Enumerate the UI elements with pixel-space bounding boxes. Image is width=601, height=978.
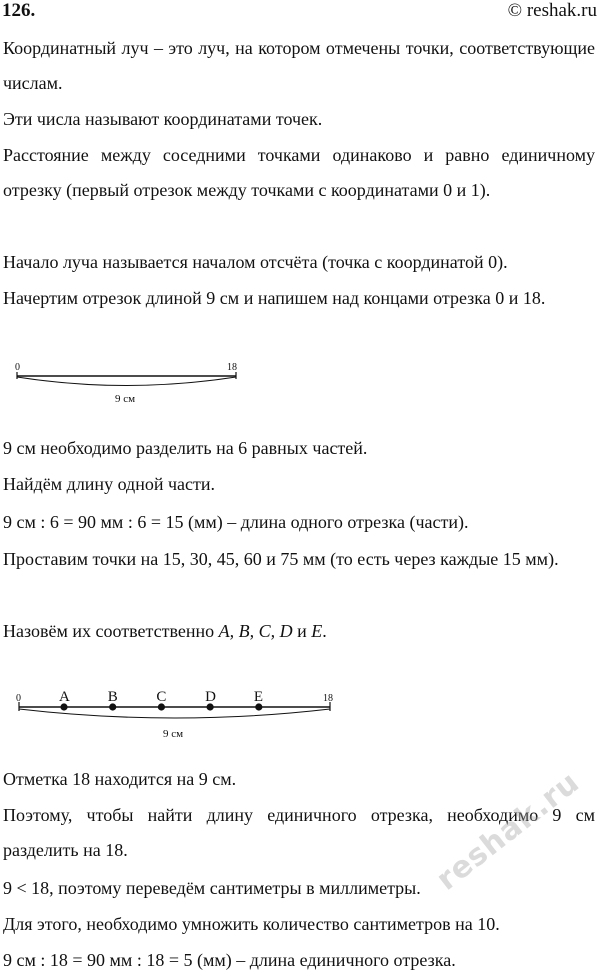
therefore-paragraph: Поэтому, чтобы найти длину единичного отрезка, необходимо 9 см разделить на 18. <box>3 805 595 860</box>
part-calc-paragraph: 9 см : 6 = 90 мм : 6 = 15 (мм) – длина одного отрезка (части). <box>3 512 469 532</box>
definition-paragraph: Координатный луч – это луч, на котором отмечены точки, соответствующие числам. <box>3 38 595 93</box>
compare-paragraph: 9 < 18, поэтому переведём сантиметры в миллиметры. <box>3 878 421 898</box>
figure2-end-label: 18 <box>323 693 333 704</box>
origin-paragraph: Начало луча называется началом отсчёта (точка с координатой 0). <box>3 252 508 272</box>
name-points-letters: A, B, C, D <box>218 621 293 641</box>
mark-position-paragraph: Отметка 18 находится на 9 см. <box>3 769 237 789</box>
figure1-length-label: 9 см <box>115 393 136 405</box>
multiply-paragraph: Для этого, необходимо умножить количество сантиметров на 10. <box>3 914 500 934</box>
point-label-e: E <box>253 689 263 705</box>
figure2-length-label: 9 см <box>163 728 184 740</box>
figure2-brace <box>19 709 330 718</box>
site-credit: © reshak.ru <box>507 0 597 21</box>
coordinates-paragraph: Эти числа называют координатами точек. <box>3 109 323 129</box>
place-points-paragraph: Проставим точки на 15, 30, 45, 60 и 75 мм (то есть через каждые 15 мм). <box>3 549 559 569</box>
segment-figure-2 <box>0 683 360 743</box>
segment-figure-1 <box>0 358 260 408</box>
divide-paragraph: 9 см необходимо разделить на 6 равных частей. <box>3 438 368 458</box>
header <box>0 0 601 24</box>
name-points-and: и <box>292 621 312 641</box>
name-points-prefix: Назовём их соответственно <box>3 621 219 641</box>
point-label-b: B <box>107 689 118 705</box>
point-label-c: C <box>156 689 167 705</box>
problem-number: 126. <box>2 0 36 21</box>
name-points-last: E <box>311 621 323 641</box>
figure1-end-label: 18 <box>227 362 237 373</box>
watermark: reshak.ru <box>430 764 587 898</box>
find-part-paragraph: Найдём длину одной части. <box>3 474 216 494</box>
unit-calc-paragraph: 9 см : 18 = 90 мм : 18 = 5 (мм) – длина единичного отрезка. <box>3 950 456 970</box>
unit-segment-paragraph: Расстояние между соседними точками одинаково и равно единичному отрезку (первый отрезок между точками с координатами 0 и 1). <box>3 145 595 200</box>
point-label-a: A <box>59 689 70 705</box>
draw-segment-paragraph: Начертим отрезок длиной 9 см и напишем над концами отрезка 0 и 18. <box>3 288 546 308</box>
name-points-paragraph <box>3 614 595 649</box>
name-points-end: . <box>322 621 327 641</box>
figure1-brace <box>17 377 236 386</box>
figure1-start-label: 0 <box>15 362 20 373</box>
figure2-start-label: 0 <box>16 693 21 704</box>
point-label-d: D <box>205 689 216 705</box>
